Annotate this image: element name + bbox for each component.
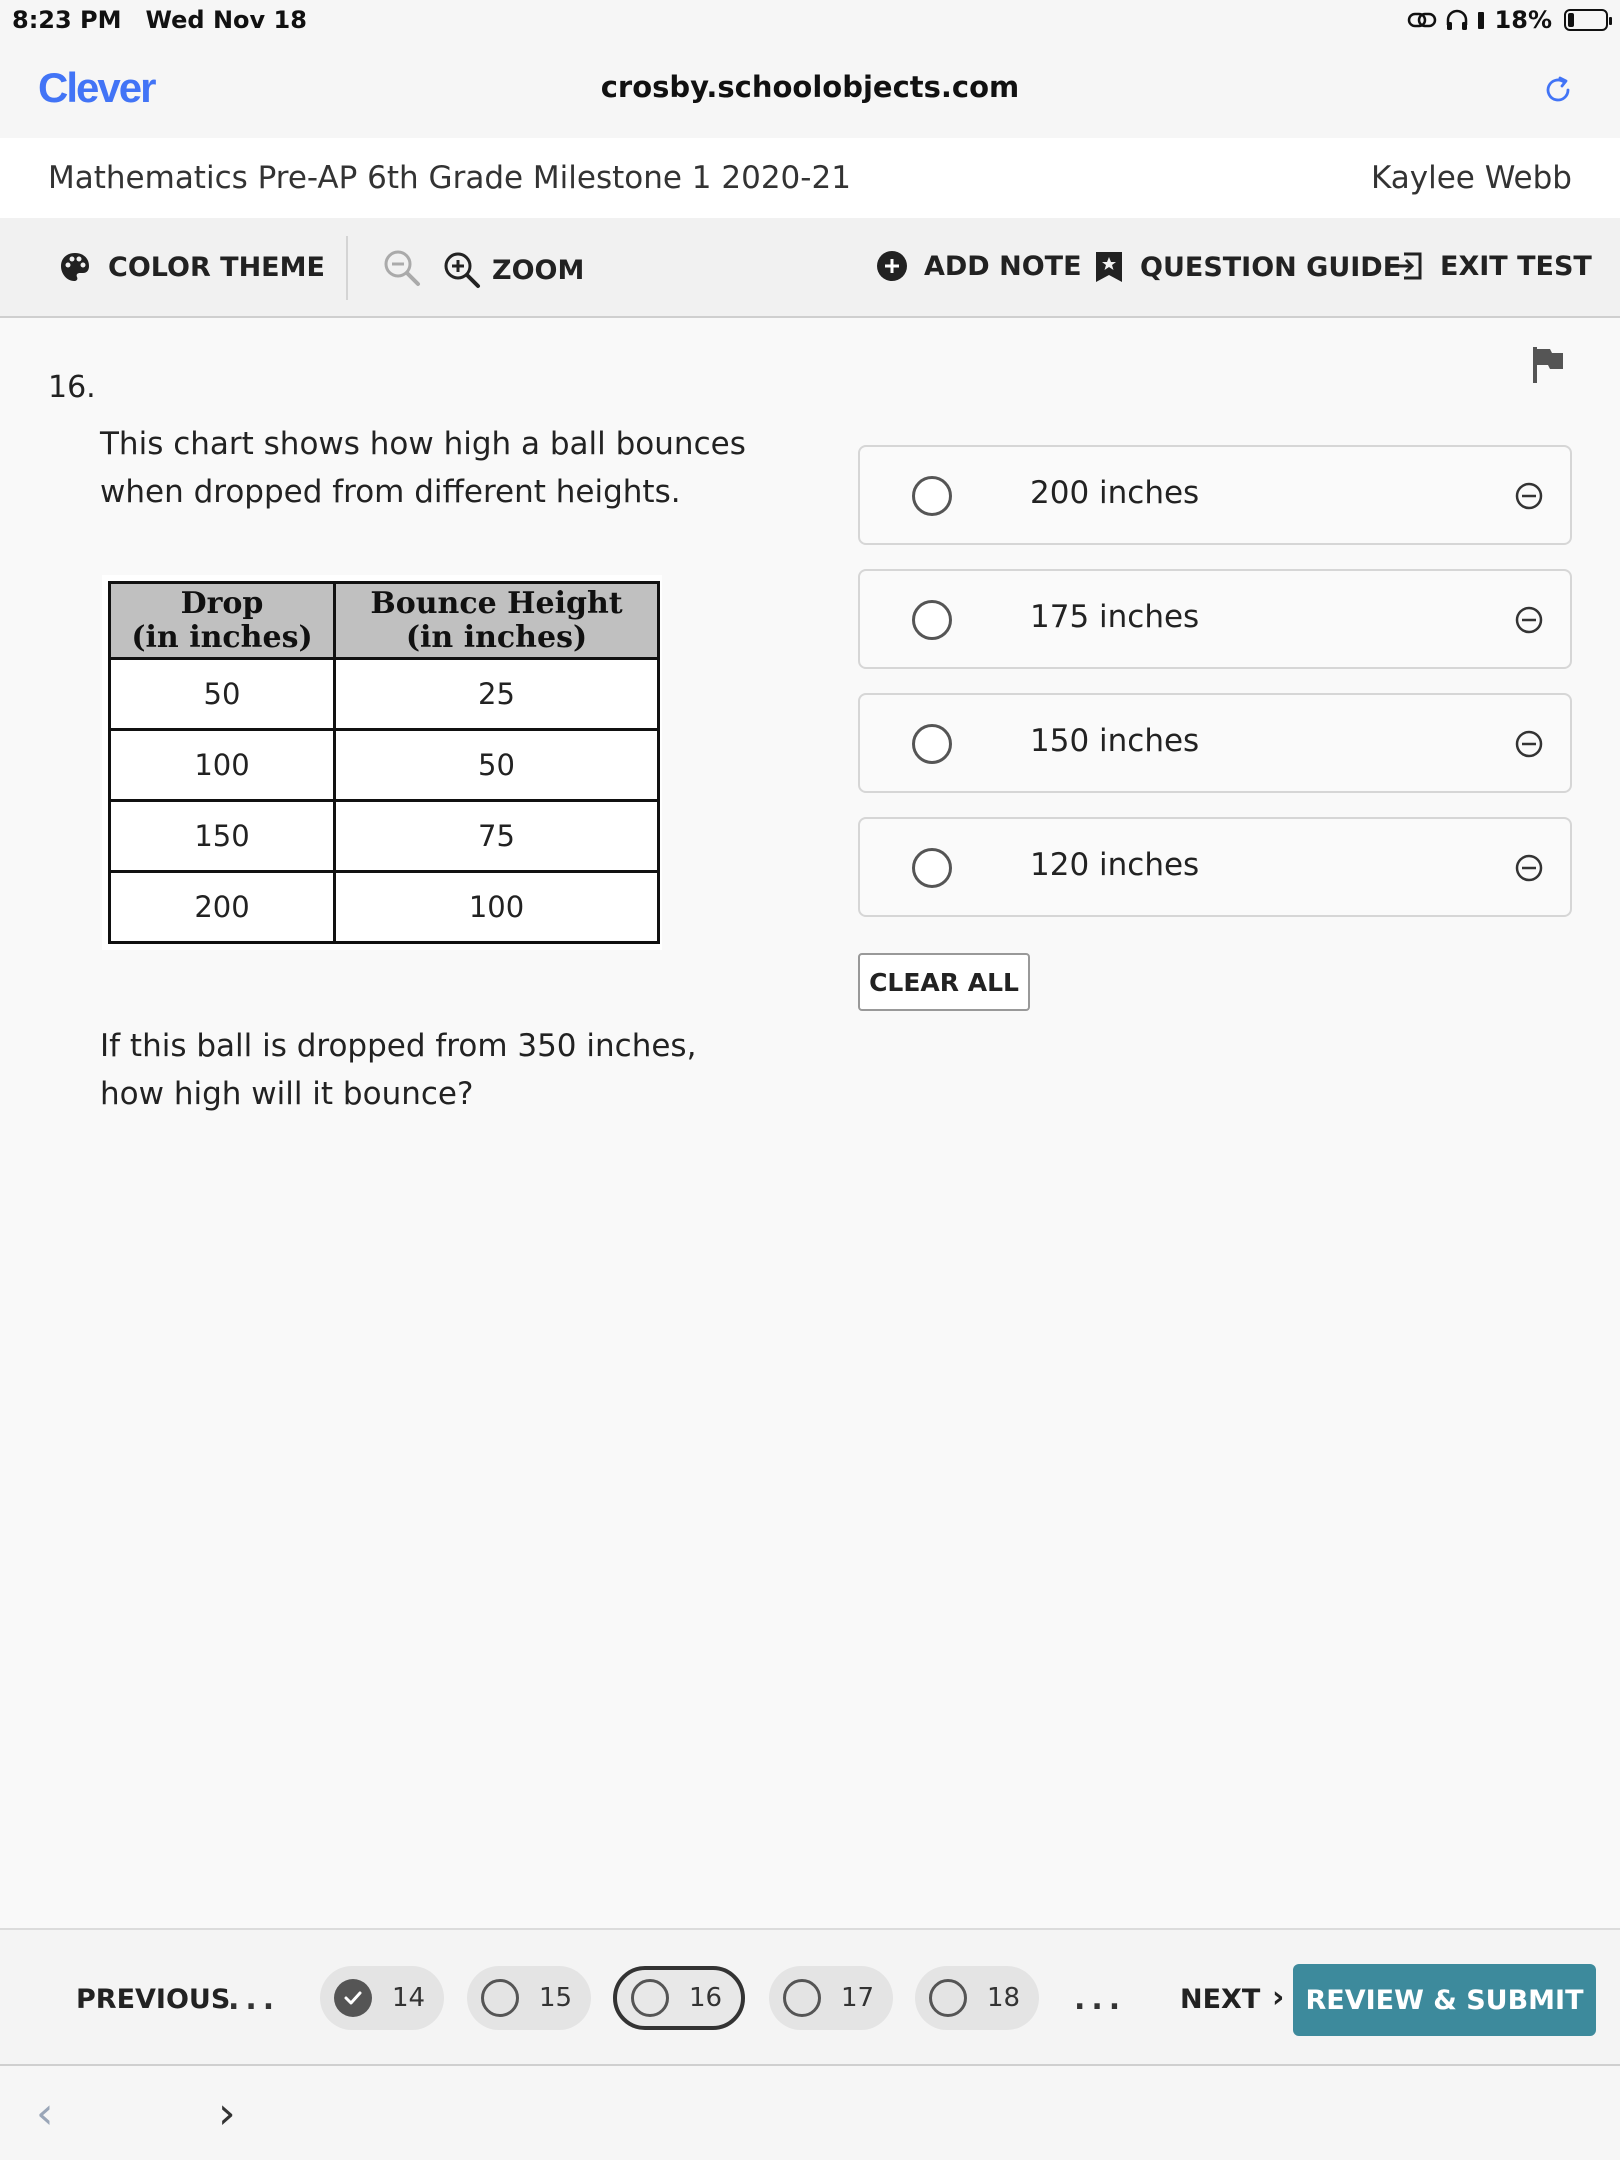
previous-button[interactable]: PREVIOUS bbox=[76, 1984, 231, 2015]
clever-logo[interactable]: Clever bbox=[38, 64, 155, 111]
forward-arrow-icon[interactable]: › bbox=[218, 2088, 236, 2139]
course-header bbox=[0, 138, 1620, 218]
pill-number: 17 bbox=[841, 1983, 875, 2013]
table-row bbox=[110, 659, 659, 730]
header-line: Drop bbox=[180, 585, 264, 621]
exit-test-label: EXIT TEST bbox=[1440, 250, 1592, 282]
status-time: 8:23 PM bbox=[12, 6, 122, 34]
browser-bottom-bar bbox=[0, 2066, 1620, 2160]
radio-button[interactable] bbox=[912, 724, 952, 764]
pill-number: 18 bbox=[987, 1983, 1021, 2013]
table-cell: 150 bbox=[110, 801, 335, 872]
eliminate-icon[interactable] bbox=[1514, 853, 1544, 883]
nav-ellipsis-right[interactable]: ... bbox=[1074, 1982, 1127, 2017]
answer-choice-a[interactable] bbox=[858, 445, 1572, 545]
add-note-label: ADD NOTE bbox=[924, 250, 1082, 282]
eliminate-icon[interactable] bbox=[1514, 729, 1544, 759]
table-cell: 50 bbox=[335, 730, 659, 801]
table-cell: 100 bbox=[335, 872, 659, 943]
table-header-row bbox=[110, 583, 659, 659]
bounce-table bbox=[102, 575, 662, 950]
question-guide-label: QUESTION GUIDE bbox=[1140, 251, 1402, 283]
back-arrow-icon[interactable]: ‹ bbox=[36, 2088, 54, 2139]
check-icon bbox=[334, 1979, 372, 2017]
table-cell: 25 bbox=[335, 659, 659, 730]
empty-circle-icon bbox=[481, 1979, 519, 2017]
review-submit-button[interactable]: REVIEW & SUBMIT bbox=[1293, 1964, 1596, 2036]
question-pill-17[interactable] bbox=[769, 1966, 893, 2030]
zoom-label: ZOOM bbox=[492, 254, 585, 286]
chevron-right-icon[interactable]: › bbox=[1272, 1980, 1285, 2015]
empty-circle-icon bbox=[929, 1979, 967, 2017]
plus-circle-icon bbox=[876, 250, 908, 282]
signal-icon bbox=[1477, 9, 1487, 31]
course-title: Mathematics Pre-AP 6th Grade Milestone 1 2020-21 bbox=[48, 160, 851, 196]
pill-number: 14 bbox=[392, 1983, 426, 2013]
zoom-out-icon[interactable] bbox=[382, 248, 422, 288]
choice-label: 200 inches bbox=[1030, 475, 1200, 511]
empty-circle-icon bbox=[631, 1979, 669, 2017]
question-guide-button[interactable] bbox=[1094, 250, 1401, 284]
table-cell: 75 bbox=[335, 801, 659, 872]
choice-label: 120 inches bbox=[1030, 847, 1200, 883]
eliminate-icon[interactable] bbox=[1514, 481, 1544, 511]
zoom-in-button[interactable] bbox=[442, 250, 584, 290]
table-cell: 100 bbox=[110, 730, 335, 801]
reload-icon[interactable] bbox=[1538, 70, 1578, 110]
eliminate-icon[interactable] bbox=[1514, 605, 1544, 635]
guide-bookmark-icon bbox=[1094, 250, 1124, 284]
headphones-icon bbox=[1445, 9, 1469, 31]
answer-choice-d[interactable] bbox=[858, 817, 1572, 917]
browser-bar bbox=[0, 40, 1620, 138]
battery-percent: 18% bbox=[1494, 6, 1552, 34]
toolbar-divider bbox=[346, 236, 348, 300]
choice-label: 175 inches bbox=[1030, 599, 1200, 635]
color-theme-button[interactable] bbox=[58, 250, 325, 284]
pill-number: 16 bbox=[689, 1983, 723, 2013]
data-table bbox=[108, 581, 660, 944]
exit-test-button[interactable] bbox=[1392, 250, 1592, 282]
palette-icon bbox=[58, 250, 92, 284]
answer-choice-c[interactable] bbox=[858, 693, 1572, 793]
status-right bbox=[1407, 6, 1608, 34]
question-pill-18[interactable] bbox=[915, 1966, 1039, 2030]
header-line: (in inches) bbox=[405, 619, 588, 655]
question-pill-16[interactable] bbox=[613, 1966, 745, 2030]
choice-label: 150 inches bbox=[1030, 723, 1200, 759]
clear-all-button[interactable]: CLEAR ALL bbox=[858, 953, 1030, 1011]
question-number: 16. bbox=[48, 370, 96, 405]
test-toolbar bbox=[0, 218, 1620, 318]
question-navigation bbox=[0, 1928, 1620, 2066]
nav-ellipsis-left[interactable]: ... bbox=[228, 1982, 281, 2017]
table-header-bounce bbox=[335, 583, 659, 659]
table-cell: 50 bbox=[110, 659, 335, 730]
address-bar[interactable]: crosby.schoolobjects.com bbox=[600, 70, 1020, 104]
question-stem: This chart shows how high a ball bounces when dropped from different heights. bbox=[100, 426, 746, 510]
battery-icon bbox=[1564, 9, 1608, 31]
link-icon bbox=[1407, 9, 1437, 31]
table-row bbox=[110, 872, 659, 943]
answer-choice-b[interactable] bbox=[858, 569, 1572, 669]
exit-icon bbox=[1392, 250, 1424, 282]
table-cell: 200 bbox=[110, 872, 335, 943]
pill-number: 15 bbox=[539, 1983, 573, 2013]
flag-icon[interactable] bbox=[1530, 345, 1566, 385]
question-pill-15[interactable] bbox=[467, 1966, 591, 2030]
user-name: Kaylee Webb bbox=[1370, 160, 1572, 196]
header-line: Bounce Height bbox=[370, 585, 623, 621]
color-theme-label: COLOR THEME bbox=[108, 251, 325, 283]
empty-circle-icon bbox=[783, 1979, 821, 2017]
status-date: Wed Nov 18 bbox=[145, 6, 307, 34]
table-row bbox=[110, 730, 659, 801]
radio-button[interactable] bbox=[912, 600, 952, 640]
table-header-drop bbox=[110, 583, 335, 659]
next-button[interactable]: NEXT bbox=[1180, 1984, 1261, 2015]
table-row bbox=[110, 801, 659, 872]
header-line: (in inches) bbox=[131, 619, 313, 655]
radio-button[interactable] bbox=[912, 476, 952, 516]
zoom-in-icon bbox=[442, 250, 482, 290]
question-prompt: If this ball is dropped from 350 inches, how high will it bounce? bbox=[100, 1028, 697, 1112]
radio-button[interactable] bbox=[912, 848, 952, 888]
status-bar bbox=[0, 0, 1620, 40]
question-pill-14[interactable] bbox=[320, 1966, 444, 2030]
add-note-button[interactable] bbox=[876, 250, 1082, 282]
